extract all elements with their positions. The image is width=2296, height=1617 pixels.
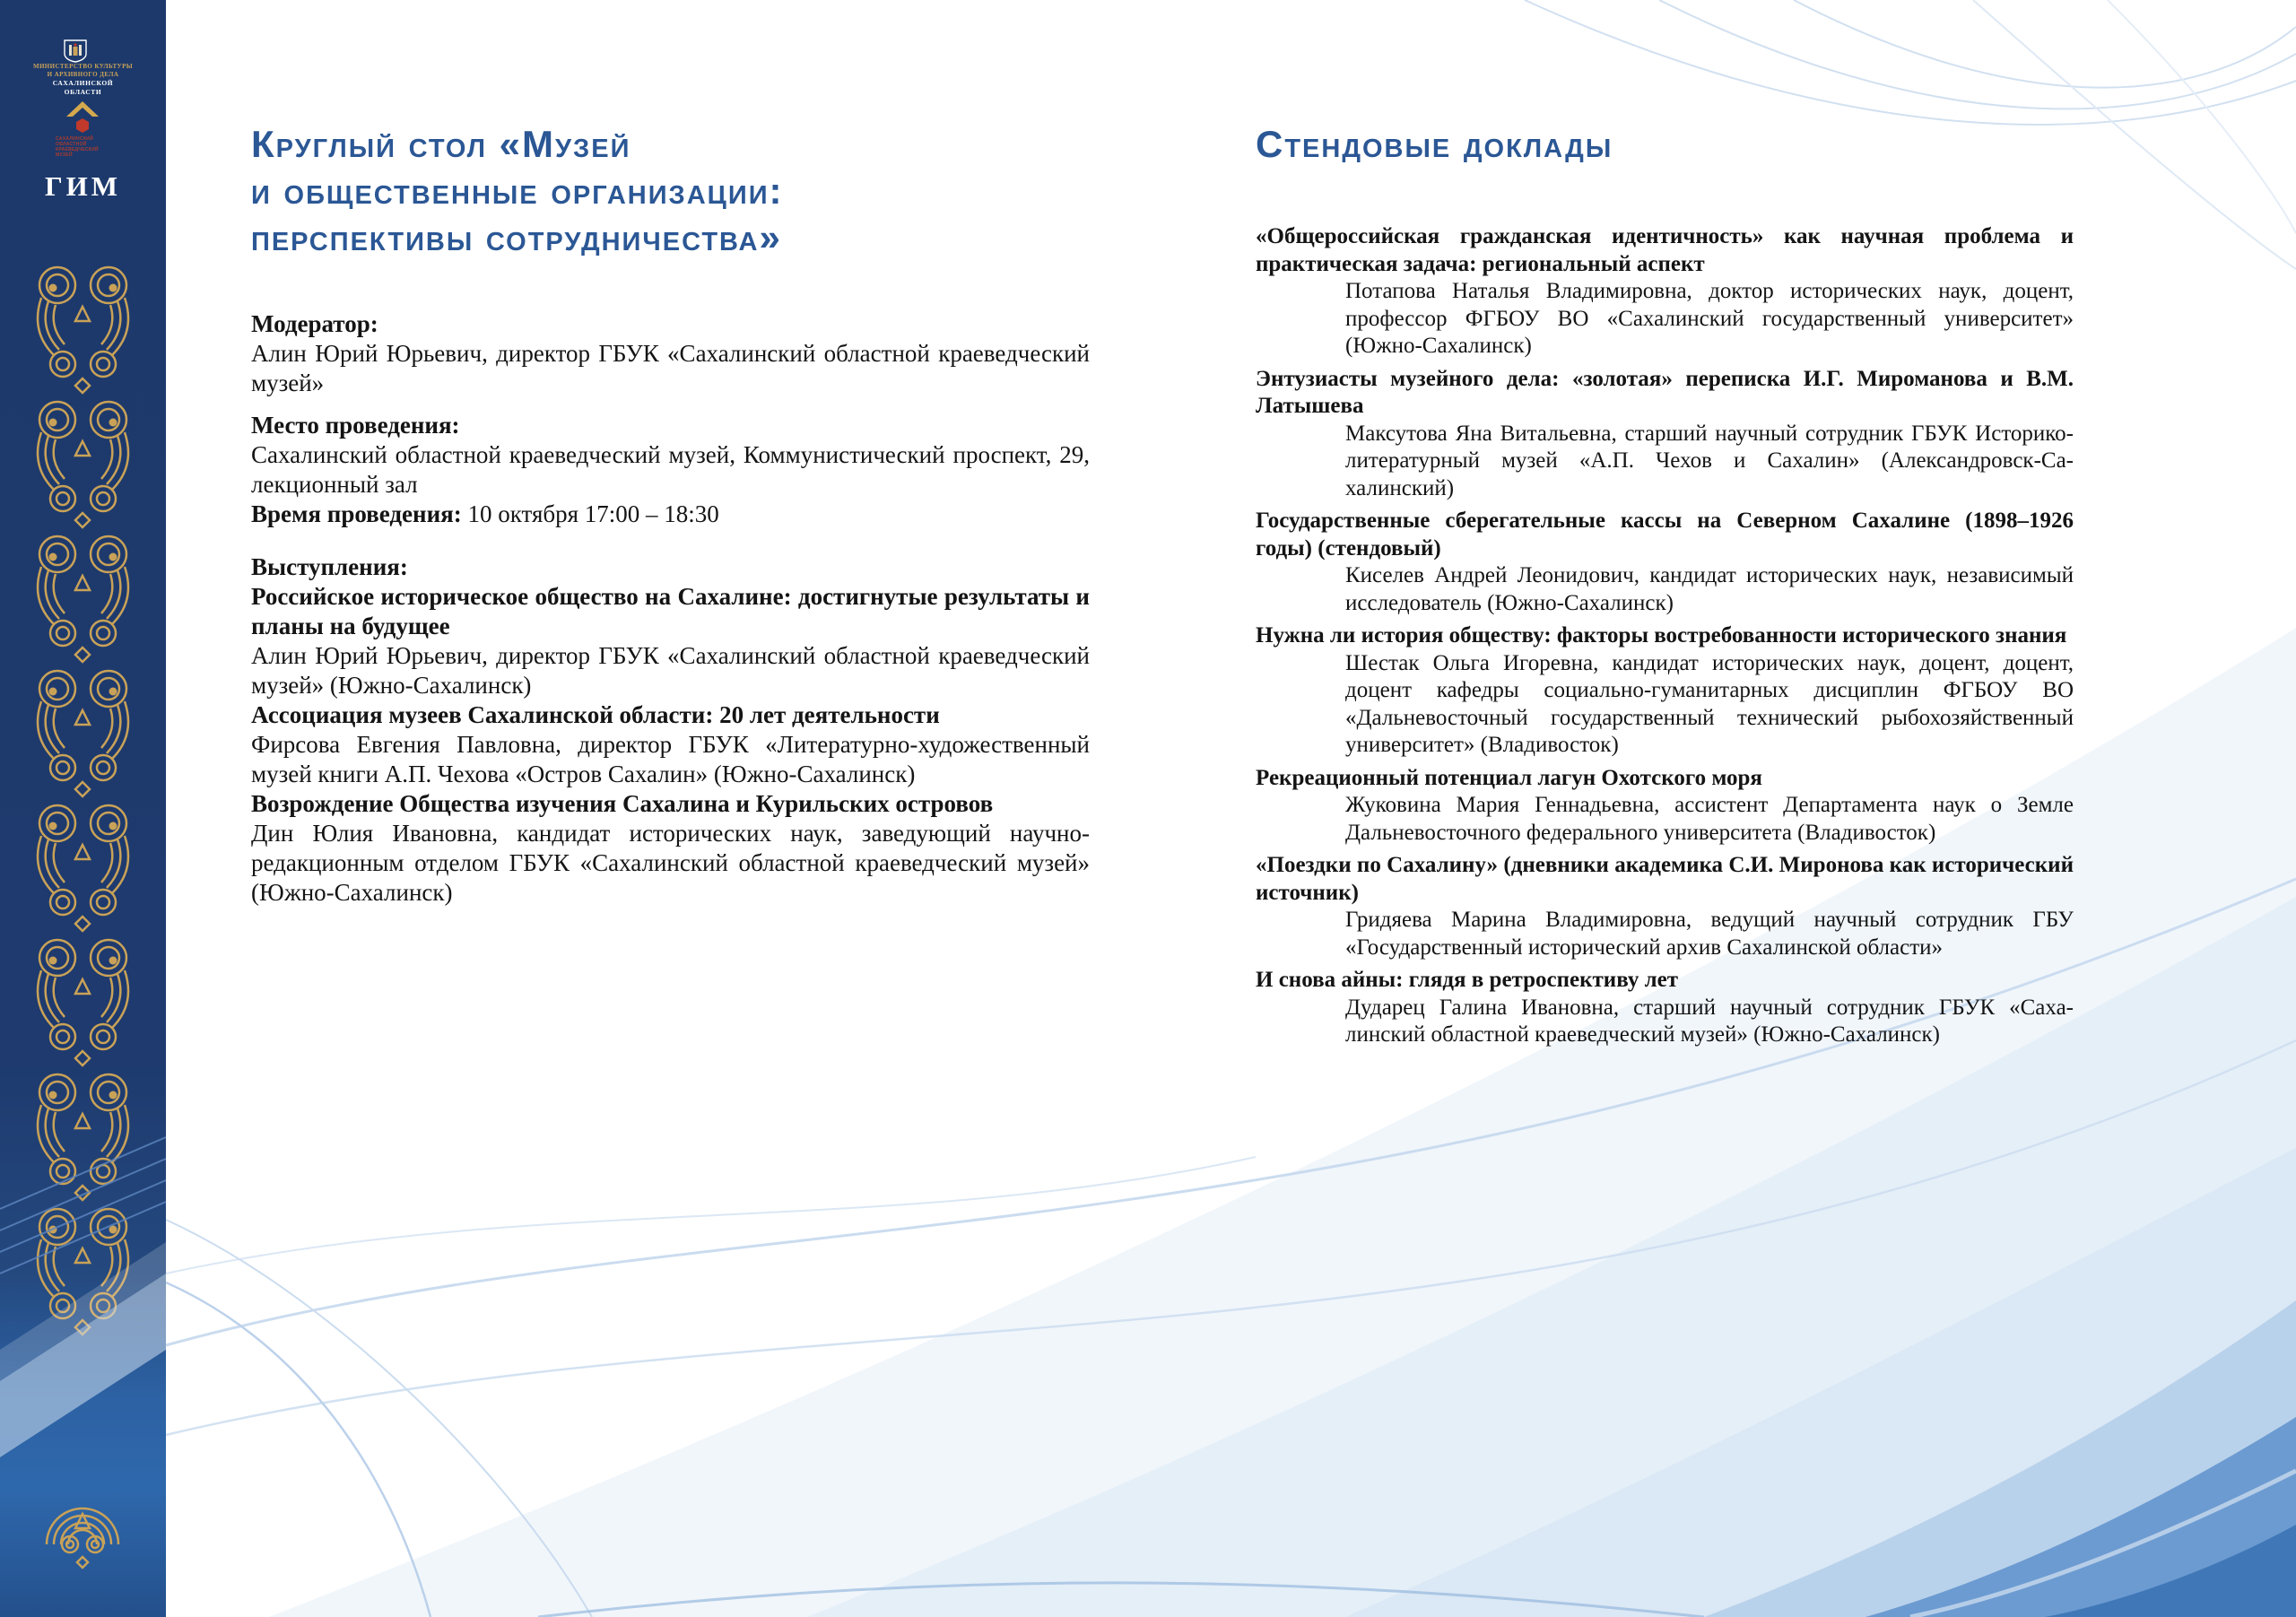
- museum-label-line: КРАЕВЕДЧЕСКИЙ: [56, 147, 99, 152]
- poster-item: [1256, 765, 2074, 848]
- museum-label-line: МУЗЕЙ: [56, 152, 73, 158]
- poster-title: Нужна ли история обществу: факторы востребованности исторического знания: [1256, 623, 2067, 648]
- poster-speaker: Гридяева Марина Владимировна, ведущий научный сотрудник ГБУ «Государственный исторический архив Сахалинской области»: [1345, 908, 2074, 960]
- time-value: 10 октября 17:00 – 18:30: [467, 500, 719, 527]
- talks-label: Выступления:: [251, 553, 408, 580]
- poster-speaker: Потапова Наталья Владимировна, доктор исторических наук, доцент, профессор ФГБОУ ВО «Сахалинский государственный университет» (Южно-Сахалинск): [1345, 279, 2074, 358]
- poster-title: Рекреационный потенциал лагун Охотского моря: [1256, 765, 1762, 790]
- poster-item: [1256, 622, 2074, 760]
- talk-speaker: Алин Юрий Юрьевич, директор ГБУК «Сахалинский областной краеведческий музей» (Южно-Сахалинск): [251, 642, 1090, 699]
- title-line: перспективы сотрудничества»: [251, 216, 782, 258]
- sidebar-wave-overlay: [0, 0, 166, 1617]
- poster-title: Государственные сберегательные кассы на Северном Сахалине (1898–1926 годы) (стендовый): [1256, 509, 2074, 561]
- poster-item: [1256, 366, 2074, 503]
- sidebar: [0, 0, 166, 1617]
- poster-speaker: Жуковина Мария Геннадьевна, ассистент Департамента наук о Земле Дальневосточного федерального университета (Владивосток): [1345, 793, 2074, 845]
- round-table-section: [251, 121, 1090, 908]
- time-label: Время проведения:: [251, 500, 462, 527]
- talk-speaker: Дин Юлия Ивановна, кандидат исторических наук, заведующий научно-редакционным отделом ГБУК «Сахалинский областной краеведческий музей» (Южно-Сахалинск): [251, 820, 1090, 906]
- ministry-region-line: ОБЛАСТИ: [64, 87, 102, 96]
- ministry-line: И АРХИВНОГО ДЕЛА: [47, 71, 119, 78]
- poster-title: «Общероссийская гражданская идентичность» как научная проблема и практическая задача: региональный аспект: [1256, 224, 2074, 276]
- poster-speaker: Максутова Яна Витальевна, старший научный сотрудник ГБУК Историко-литературный музей «А.П. Чехов и Сахалин» (Александровск-Сахалинский): [1345, 421, 2074, 500]
- talks-block: [251, 552, 1090, 908]
- title-line: и общественные организации:: [251, 170, 784, 212]
- poster-item: [1256, 223, 2074, 361]
- talk-title: Российское историческое общество на Сахалине: достигнутые результаты и планы на будущее: [251, 583, 1090, 639]
- poster-item: [1256, 852, 2074, 961]
- poster-item: [1256, 967, 2074, 1049]
- round-table-title: [251, 121, 1090, 261]
- moderator-name: Алин Юрий Юрьевич, директор ГБУК «Сахалинский областной краеведческий музей»: [251, 340, 1090, 396]
- talk-item: [251, 789, 1090, 908]
- moderator-block: [251, 309, 1090, 398]
- ministry-line: МИНИСТЕРСТВО КУЛЬТУРЫ: [32, 63, 134, 70]
- poster-title: И снова айны: глядя в ретроспективу лет: [1256, 968, 1679, 992]
- venue-block: [251, 411, 1090, 529]
- poster-list: [1256, 223, 2074, 1049]
- poster-speaker: Киселев Андрей Леонидович, кандидат исторических наук, независимый исследователь (Южно-Сахалинск): [1345, 563, 2074, 615]
- talk-title: Ассоциация музеев Сахалинской области: 20 лет деятельности: [251, 701, 940, 728]
- museum-label-line: САХАЛИНСКИЙ: [56, 136, 93, 142]
- venue-value: Сахалинский областной краеведческий музей, Коммунистический проспект, 29, лекционный зал: [251, 441, 1090, 498]
- poster-section: [1256, 121, 2074, 1055]
- gim-logo: ГИМ: [44, 170, 122, 202]
- moderator-label: Модератор:: [251, 310, 378, 337]
- poster-title: Энтузиасты музейного дела: «золотая» переписка И.Г. Мироманова и В.М. Латышева: [1256, 366, 2074, 418]
- talk-item: [251, 700, 1090, 789]
- poster-speaker: Шестак Ольга Игоревна, кандидат исторических наук, доцент, доцент, доцент кафедры социально-гуманитарных дисциплин ФГБОУ ВО «Дальневосточный государственный технический рыбохозяйственный университет» (Владивосток): [1345, 650, 2074, 757]
- title-line: Круглый стол «Музей: [251, 123, 631, 165]
- museum-label-line: ОБЛАСТНОЙ: [56, 142, 87, 147]
- time-line: [251, 500, 1090, 529]
- venue-label: Место проведения:: [251, 412, 460, 439]
- ministry-region-line: САХАЛИНСКОЙ: [52, 79, 114, 87]
- talk-item: [251, 582, 1090, 700]
- poster-section-title: Стендовые доклады: [1256, 123, 1613, 165]
- talk-speaker: Фирсова Евгения Павловна, директор ГБУК «Литературно-художественный музей книги А.П. Чехова «Остров Сахалин» (Южно-Сахалинск): [251, 731, 1090, 787]
- poster-item: [1256, 508, 2074, 617]
- poster-title: «Поездки по Сахалину» (дневники академика С.И. Миронова как исторический источник): [1256, 853, 2074, 905]
- poster-speaker: Дударец Галина Ивановна, старший научный сотрудник ГБУК «Сахалинский областной краеведческий музей» (Южно-Сахалинск): [1345, 995, 2074, 1047]
- talk-title: Возрождение Общества изучения Сахалина и Курильских островов: [251, 790, 994, 817]
